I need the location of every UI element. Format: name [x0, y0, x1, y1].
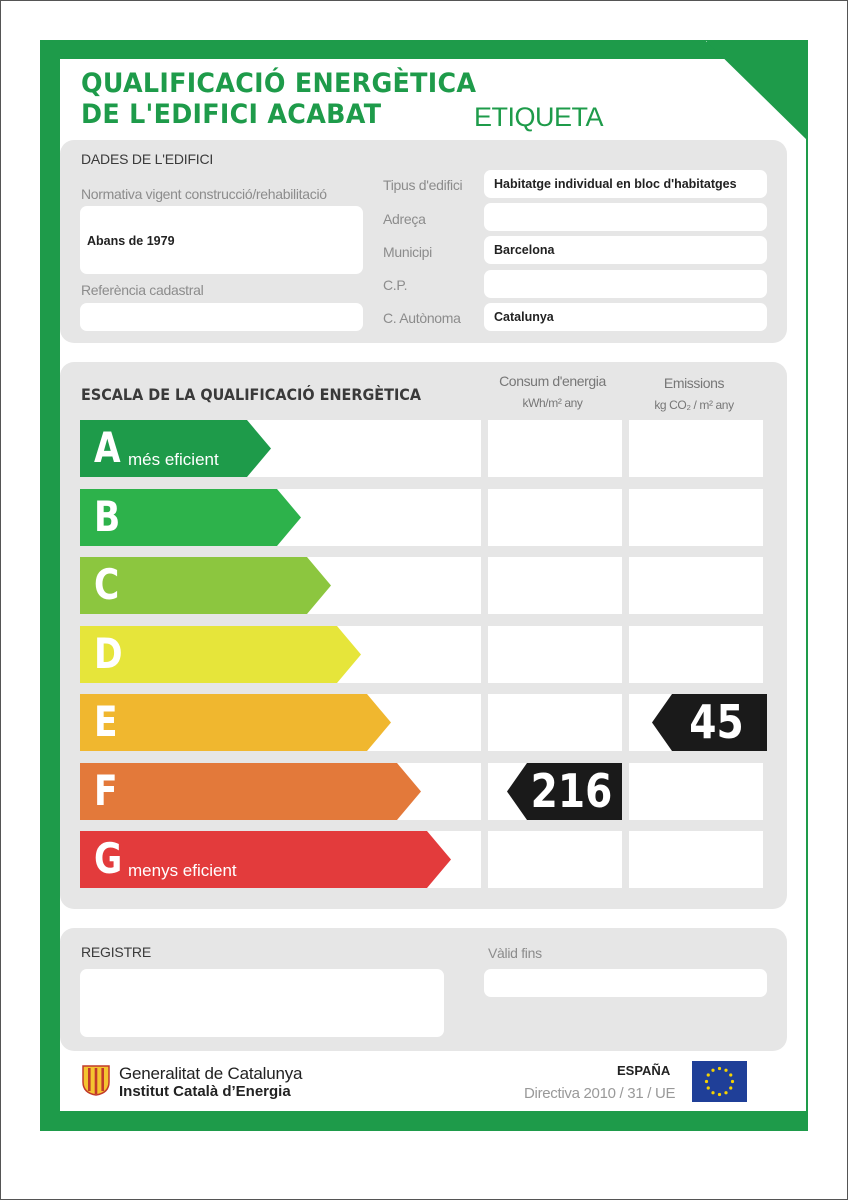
- energy-cell-d: [488, 626, 622, 683]
- emissions-rating-marker-value: 45: [689, 695, 744, 749]
- energy-cell-e: [488, 694, 622, 751]
- emissions-column-unit: kg CO₂ / m² any: [654, 398, 734, 412]
- register-label: REGISTRE: [81, 944, 151, 960]
- class-arrow-f: [80, 763, 421, 820]
- address-field[interactable]: [484, 203, 767, 231]
- energy-rating-marker-value: 216: [530, 764, 613, 818]
- valid-until-label: Vàlid fins: [488, 945, 542, 961]
- energy-column-header: [484, 370, 621, 414]
- emissions-cell-c: [629, 557, 763, 614]
- energy-cell-a: [488, 420, 622, 477]
- footer-institute-name: Institut Català d’Energia: [119, 1083, 291, 1100]
- class-letter-c: C: [94, 560, 120, 609]
- class-letter-d: D: [94, 629, 123, 678]
- building-type-label: Tipus d'edifici: [383, 177, 463, 193]
- building-section-label: DADES DE L'EDIFICI: [81, 151, 214, 167]
- eu-flag-icon: [692, 1061, 747, 1102]
- emissions-cell-f: [629, 763, 763, 820]
- community-label: C. Autònoma: [383, 310, 461, 326]
- footer-org-name: Generalitat de Catalunya: [119, 1064, 303, 1083]
- emissions-column-title: Emissions: [663, 375, 725, 391]
- class-letter-b: B: [94, 492, 121, 541]
- regulation-label: Normativa vigent construcció/rehabilitació: [81, 186, 327, 202]
- energy-cell-c: [488, 557, 622, 614]
- class-arrow-a: [80, 420, 271, 477]
- emissions-cell-d: [629, 626, 763, 683]
- class-arrow-shape-e: [80, 694, 391, 751]
- class-arrow-fill-f: [80, 763, 421, 820]
- scale-heading: ESCALA DE LA QUALIFICACIÓ ENERGÈTICA: [81, 385, 422, 404]
- footer-country: ESPAÑA: [617, 1063, 671, 1078]
- eu-star: [724, 1091, 727, 1094]
- postcode-label: C.P.: [383, 277, 408, 293]
- class-letter-f: F: [94, 766, 118, 815]
- energy-column-title: Consum d'energia: [499, 373, 606, 389]
- corner-triangle: [706, 41, 808, 141]
- eu-star: [729, 1073, 732, 1076]
- class-letter-g: G: [94, 834, 123, 883]
- title-line-2: DE L'EDIFICI ACABAT: [81, 99, 382, 130]
- valid-until-field[interactable]: [484, 969, 767, 997]
- class-arrow-d: [80, 626, 361, 683]
- class-arrow-c: [80, 557, 331, 614]
- eu-star: [707, 1073, 710, 1076]
- class-letter-e: E: [94, 697, 118, 746]
- energy-column-unit: kWh/m² any: [522, 396, 583, 410]
- label-type-tag: ETIQUETA: [474, 102, 604, 132]
- class-arrow-g: [80, 831, 451, 888]
- eu-star: [707, 1086, 710, 1089]
- class-sublabel-g: menys eficient: [128, 861, 237, 880]
- address-label: Adreça: [383, 211, 426, 227]
- regulation-value: Abans de 1979: [87, 234, 175, 248]
- emissions-rating-marker: [652, 694, 767, 751]
- eu-star: [711, 1069, 714, 1072]
- eu-star: [718, 1093, 721, 1096]
- title-line-1: QUALIFICACIÓ ENERGÈTICA: [81, 68, 477, 99]
- emissions-cell-b: [629, 489, 763, 546]
- municipality-label: Municipi: [383, 244, 432, 260]
- class-arrow-fill-e: [80, 694, 391, 751]
- postcode-field[interactable]: [484, 270, 767, 298]
- register-field[interactable]: [80, 969, 444, 1037]
- energy-cell-b: [488, 489, 622, 546]
- municipality-value: Barcelona: [494, 243, 555, 257]
- class-arrow-e: [80, 694, 391, 751]
- emissions-cell-g: [629, 831, 763, 888]
- footer-directive: Directiva 2010 / 31 / UE: [524, 1085, 676, 1102]
- eu-star: [711, 1091, 714, 1094]
- class-arrow-b: [80, 489, 301, 546]
- eu-star: [705, 1080, 708, 1083]
- energy-cell-g: [488, 831, 622, 888]
- emissions-column-header: [627, 372, 761, 416]
- class-arrow-shape-f: [80, 763, 421, 820]
- eu-star: [718, 1067, 721, 1070]
- eu-star: [729, 1086, 732, 1089]
- cadastral-label: Referència cadastral: [81, 282, 204, 298]
- eu-star: [724, 1069, 727, 1072]
- cadastral-field[interactable]: [80, 303, 363, 331]
- emissions-cell-a: [629, 420, 763, 477]
- class-sublabel-a: més eficient: [128, 450, 219, 469]
- eu-star: [731, 1080, 734, 1083]
- generalitat-senyera-icon: [81, 1064, 111, 1096]
- energy-rating-marker: [507, 763, 622, 820]
- class-letter-a: A: [94, 423, 121, 472]
- building-type-value: Habitatge individual en bloc d'habitatges: [494, 177, 737, 191]
- community-value: Catalunya: [494, 310, 554, 324]
